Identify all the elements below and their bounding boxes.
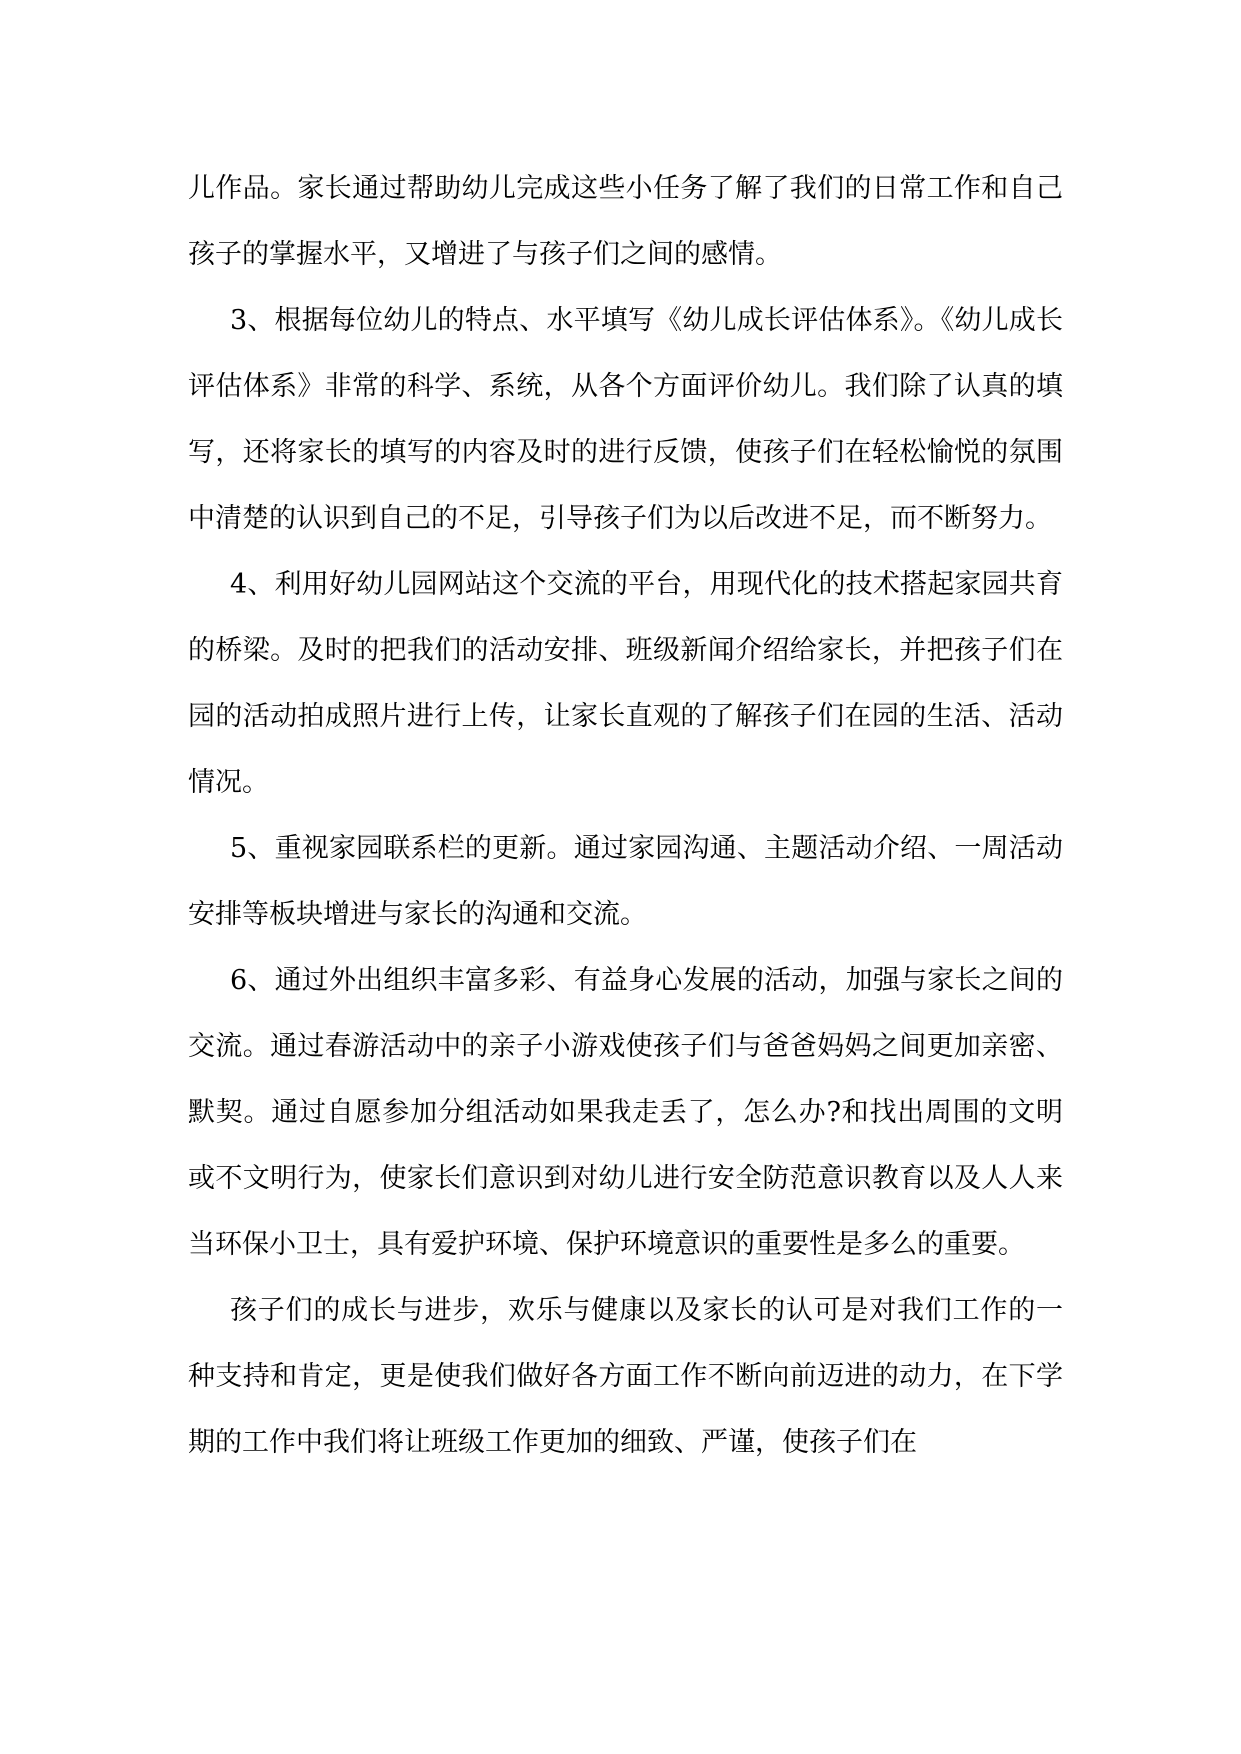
document-body bbox=[188, 156, 1063, 1476]
paragraph-item-6: 6、通过外出组织丰富多彩、有益身心发展的活动，加强与家长之间的交流。通过春游活动中的亲子小游戏使孩子们与爸爸妈妈之间更加亲密、默契。通过自愿参加分组活动如果我走丢了，怎么办?和找出周围的文明或不文明行为，使家长们意识到对幼儿进行安全防范意识教育以及人人来当环保小卫士，具有爱护环境、保护环境意识的重要性是多么的重要。 bbox=[188, 965, 1063, 1260]
paragraph-item-3: 3、根据每位幼儿的特点、水平填写《幼儿成长评估体系》。《幼儿成长评估体系》非常的科学、系统，从各个方面评价幼儿。我们除了认真的填写，还将家长的填写的内容及时的进行反馈，使孩子们在轻松愉悦的氛围中清楚的认识到自己的不足，引导孩子们为以后改进不足，而不断努力。 bbox=[188, 305, 1063, 534]
paragraph-item-5: 5、重视家园联系栏的更新。通过家园沟通、主题活动介绍、一周活动安排等板块增进与家长的沟通和交流。 bbox=[188, 833, 1063, 930]
paragraph-conclusion: 孩子们的成长与进步，欢乐与健康以及家长的认可是对我们工作的一种支持和肯定，更是使我们做好各方面工作不断向前迈进的动力，在下学期的工作中我们将让班级工作更加的细致、严谨，使孩子们在 bbox=[188, 1295, 1063, 1458]
paragraph-continuation: 儿作品。家长通过帮助幼儿完成这些小任务了解了我们的日常工作和自己孩子的掌握水平，又增进了与孩子们之间的感情。 bbox=[188, 173, 1063, 270]
paragraph-item-4: 4、利用好幼儿园网站这个交流的平台，用现代化的技术搭起家园共育的桥梁。及时的把我们的活动安排、班级新闻介绍给家长，并把孩子们在园的活动拍成照片进行上传，让家长直观的了解孩子们在园的生活、活动情况。 bbox=[188, 569, 1063, 798]
